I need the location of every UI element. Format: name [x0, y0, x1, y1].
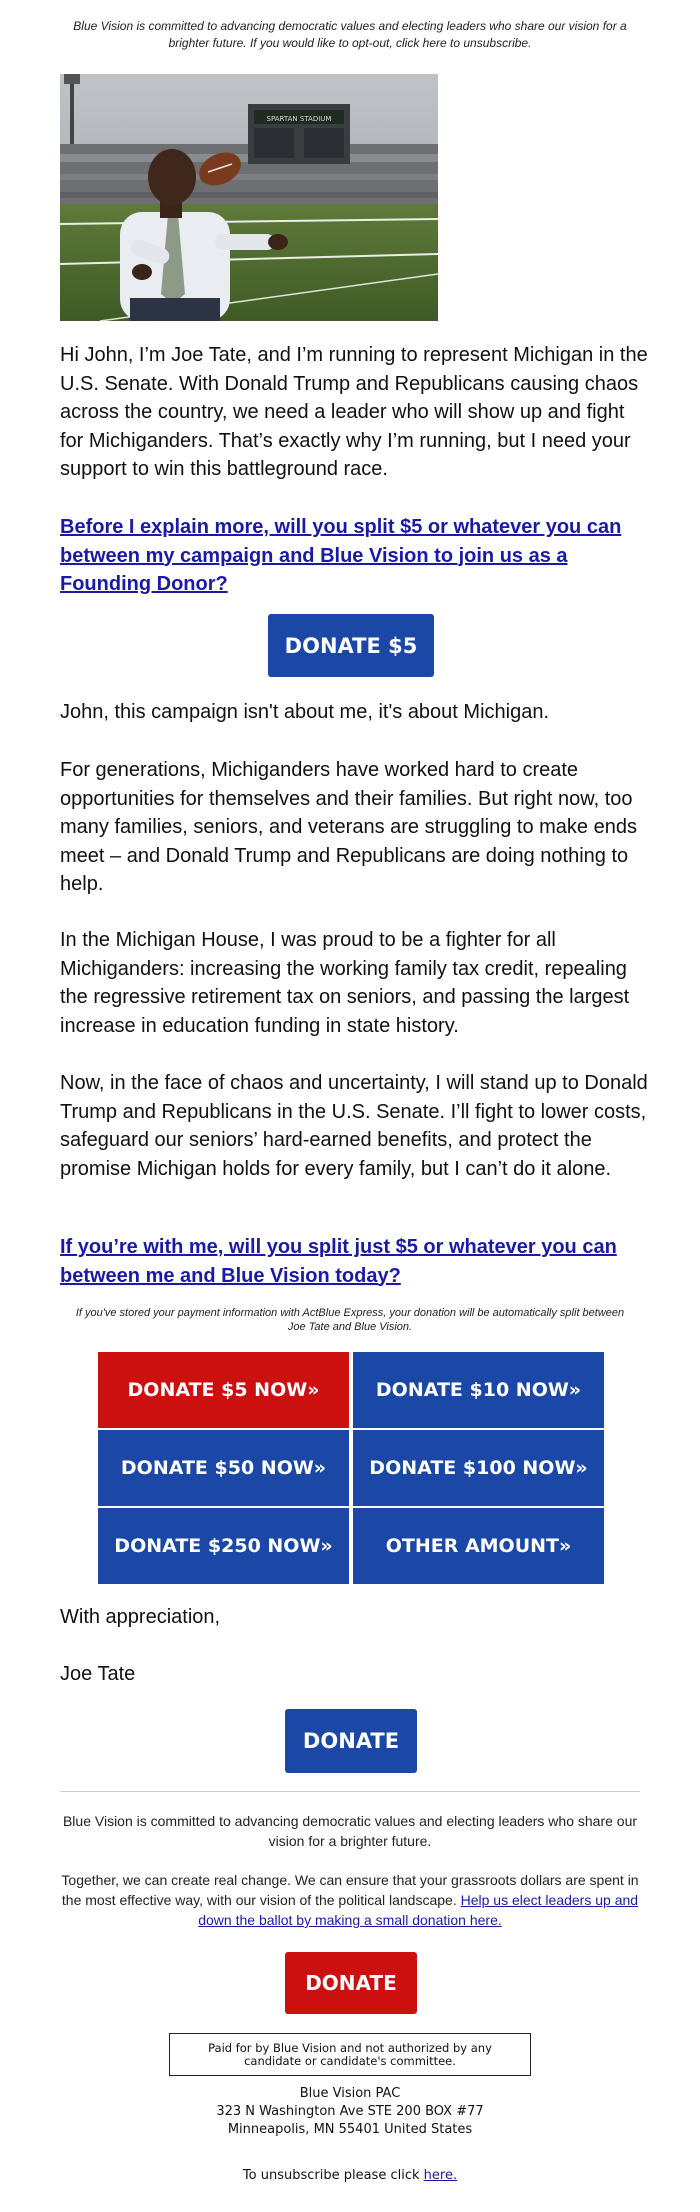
address-street: 323 N Washington Ave STE 200 BOX #77	[216, 2104, 484, 2119]
intro-paragraph: Hi John, I’m Joe Tate, and I’m running to represent Michigan in the U.S. Senate. With Donald Trump and Republicans causing chaos across the country, we need a leader who will show up and fight for Michiganders. That’s exactly why I’m running, but I need your support to win this battleground race.	[60, 344, 648, 480]
signature-name: Joe Tate	[60, 1663, 136, 1685]
footer-donate-link[interactable]: Help us elect leaders up and down the ballot by making a small donation here.	[198, 1892, 639, 1928]
actblue-note: If you've stored your payment information with ActBlue Express, your donation will be automatically split between Joe Tate and Blue Vision.	[75, 1307, 625, 1333]
senate-paragraph: Now, in the face of chaos and uncertainty, I will stand up to Donald Trump and Republicans in the U.S. Senate. I’ll fight to lower costs, safeguard our seniors’ hard-earned benefits, and protect the promise Michigan holds for every family, but I can’t do it alone.	[60, 1072, 648, 1180]
donate-5-button[interactable]: DONATE $5	[268, 614, 434, 677]
donate-250-now-button[interactable]: DONATE $250 NOW»	[98, 1508, 349, 1584]
footer-change-sentence: Together, we can create real change. We can ensure that your grassroots dollars are spent in the most effective way, with our vision of the political landscape.	[61, 1872, 639, 1908]
stadium-photo-illustration	[60, 74, 438, 321]
hero-photo	[60, 74, 438, 321]
closing-text: With appreciation,	[60, 1606, 221, 1628]
generations-paragraph: For generations, Michiganders have worked hard to create opportunities for themselves and their families. But right now, too many families, seniors, and veterans are struggling to make ends meet – and Donald Trump and Republicans are doing nothing to help.	[60, 759, 637, 895]
michigan-house-paragraph: In the Michigan House, I was proud to be a fighter for all Michiganders: increasing the working family tax credit, repealing the regressive retirement tax on seniors, and passing the largest increase in education funding in state history.	[60, 929, 630, 1037]
unsubscribe-text: To unsubscribe please click	[242, 2168, 420, 2183]
donate-button[interactable]: DONATE	[285, 1709, 417, 1773]
donate-amount-grid	[98, 1352, 604, 1586]
donate-5-now-button[interactable]: DONATE $5 NOW»	[98, 1352, 349, 1428]
footer-donate-button[interactable]: DONATE	[285, 1952, 417, 2014]
address-city: Minneapolis, MN 55401 United States	[227, 2122, 473, 2137]
donate-100-now-button[interactable]: DONATE $100 NOW»	[353, 1430, 604, 1506]
split-donation-link[interactable]: If you’re with me, will you split just $5 or whatever you can between me and Blue Vision today?	[60, 1236, 617, 1287]
footer-change-text	[60, 1870, 640, 1930]
preheader-text: Blue Vision is committed to advancing democratic values and electing leaders who share our vision for a brighter future. If you would like to opt-out, click here to unsubscribe.	[73, 19, 627, 50]
paid-for-disclaimer: Paid for by Blue Vision and not authorized by any candidate or candidate's committee.	[169, 2033, 531, 2076]
donate-50-now-button[interactable]: DONATE $50 NOW»	[98, 1430, 349, 1506]
footer-divider	[60, 1791, 640, 1792]
scoreboard-text: SPARTAN STADIUM	[266, 115, 332, 123]
unsubscribe-line	[60, 2168, 640, 2183]
other-amount-button[interactable]: OTHER AMOUNT»	[353, 1508, 604, 1584]
address-org: Blue Vision PAC	[299, 2086, 401, 2101]
campaign-paragraph: John, this campaign isn't about me, it's about Michigan.	[60, 701, 550, 723]
footer-mission-text: Blue Vision is committed to advancing democratic values and electing leaders who share our vision for a brighter future.	[62, 1813, 638, 1849]
founding-donor-link[interactable]: Before I explain more, will you split $5 or whatever you can between my campaign and Blue Vision to join us as a Founding Donor?	[60, 516, 622, 595]
unsubscribe-link[interactable]: here.	[423, 2168, 458, 2183]
donate-10-now-button[interactable]: DONATE $10 NOW»	[353, 1352, 604, 1428]
